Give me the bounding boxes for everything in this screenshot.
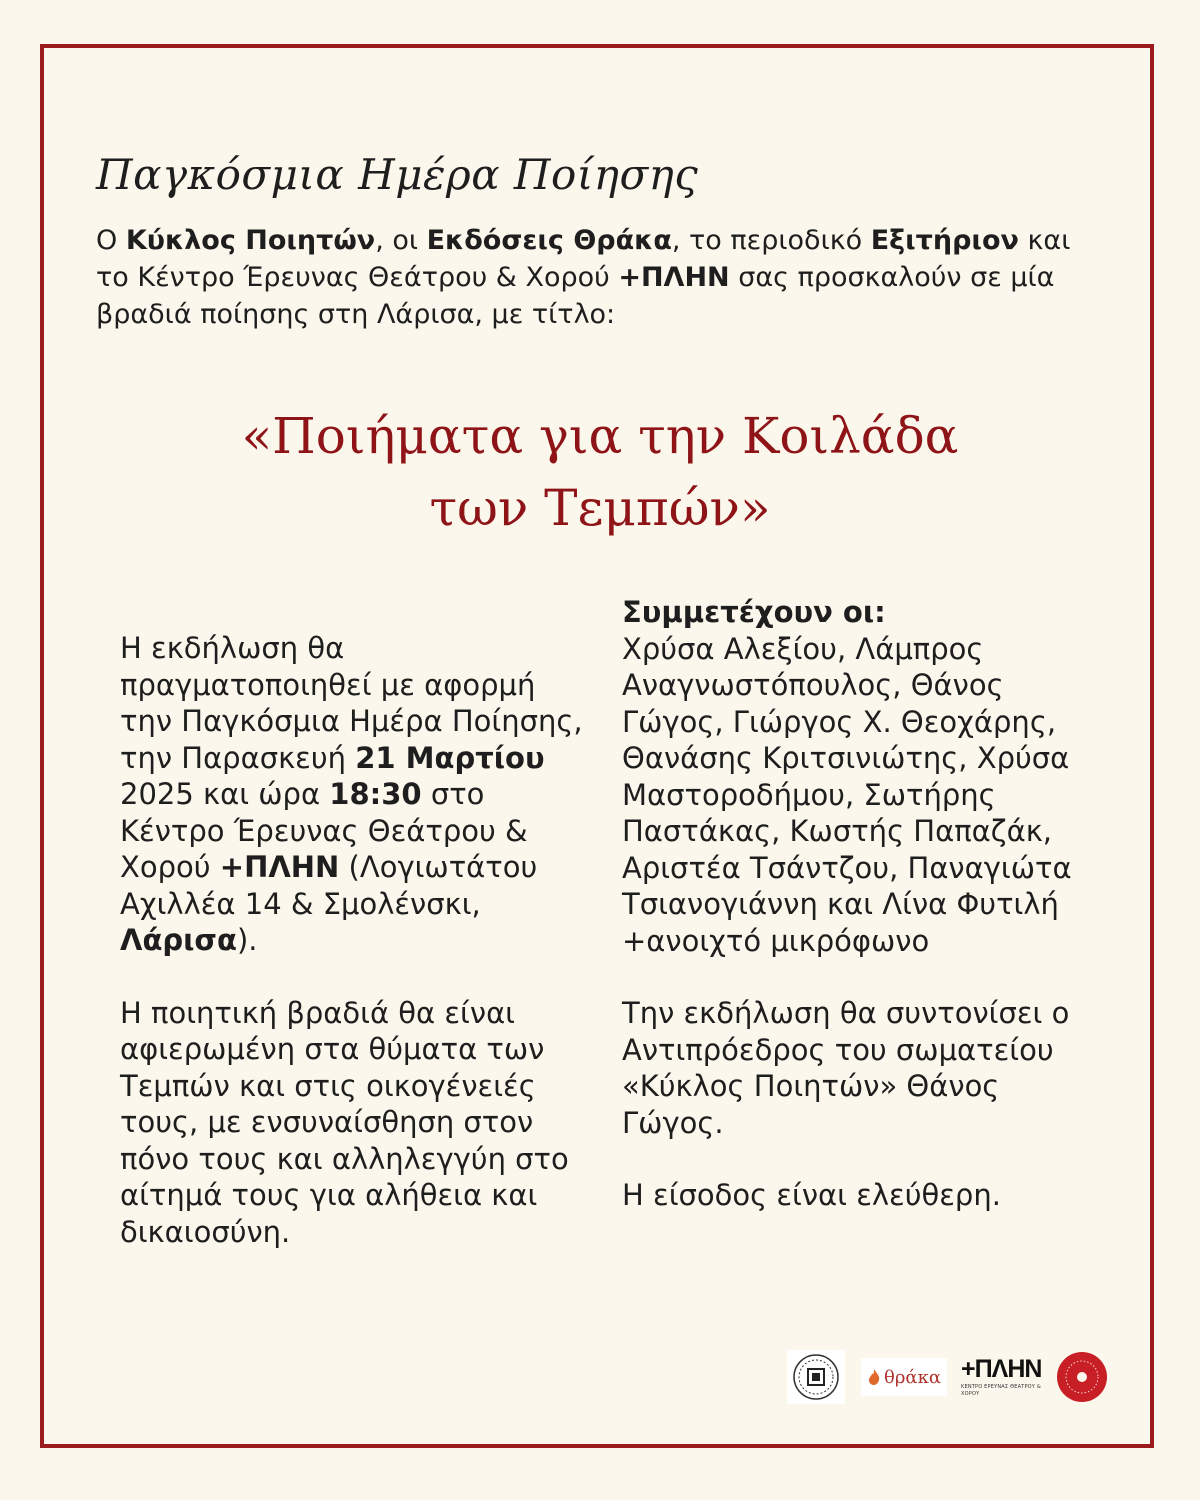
- event-venue: +ΠΛΗΝ: [219, 850, 340, 884]
- participants-column: [622, 594, 1102, 1214]
- open-mic-note: +ανοιχτό μικρόφωνο: [622, 923, 930, 958]
- moderator-text: Την εκδήλωση θα συντονίσει ο Αντιπρόεδρος του σωματείου «Κύκλος Ποιητών» Θάνος Γώγος.: [622, 996, 1070, 1140]
- event-title-line1: «Ποιήματα για την Κοιλάδα: [241, 407, 959, 465]
- intro-text: , το περιοδικό: [671, 225, 871, 256]
- org-plin: +ΠΛΗΝ: [618, 262, 730, 293]
- intro-text: και το Κέντρο Έρευνας Θεάτρου & Χορού: [96, 225, 1071, 293]
- thraka-logo: [861, 1358, 947, 1396]
- org-kyklos-poiiton: Κύκλος Ποιητών: [125, 225, 376, 256]
- circle-emblem-icon: [1062, 1357, 1102, 1397]
- event-time: 18:30: [329, 777, 422, 811]
- seal-emblem-icon: [791, 1352, 841, 1402]
- event-details: [120, 630, 590, 959]
- participants-heading: Συμμετέχουν οι:: [622, 595, 886, 629]
- details-column: [120, 630, 590, 1250]
- details-text: Η εκδήλωση θα πραγματοποιηθεί με αφορμή την Παγκόσμια Ημέρα Ποίησης, την Παρασκευή: [120, 631, 583, 775]
- participants-list: Χρύσα Αλεξίου, Λάμπρος Αναγνωστόπουλος, Θάνος Γώγος, Γιώργος Χ. Θεοχάρης, Θανάσης Κριτσινιώτης, Χρύσα Μαστοροδήμου, Σωτήρης Παστάκας, Κωστής Παπαζάκ, Αριστέα Τσάντζου, Παναγιώτα Τσιανογιάννη και Λίνα Φυτιλή: [622, 631, 1072, 921]
- event-title-line2: των Τεμπών»: [429, 479, 771, 537]
- sponsor-logos: [787, 1350, 1107, 1406]
- entry-note: Η είσοδος είναι ελεύθερη.: [622, 1178, 1001, 1212]
- intro-text: σας προσκαλούν σε μία βραδιά ποίησης στη Λάρισα, με τίτλο:: [96, 262, 1055, 330]
- plin-logo-subtitle: ΚΕΝΤΡΟ ΕΡΕΥΝΑΣ ΘΕΑΤΡΟΥ & ΧΟΡΟΥ: [961, 1384, 1041, 1397]
- exitirion-circle-logo: [1057, 1352, 1107, 1402]
- plin-logo: [961, 1354, 1053, 1400]
- dedication-text: Η ποιητική βραδιά θα είναι αφιερωμένη στα θύματα των Τεμπών και στις οικογένειές τους, με ενσυναίσθηση στον πόνο τους και αλληλεγγύη στο αίτημά τους για αλήθεια και δικαιοσύνη.: [120, 995, 569, 1249]
- intro-text: Ο: [96, 225, 126, 256]
- event-city: Λάρισα: [120, 923, 237, 957]
- org-ekdoseis-thraka: Εκδόσεις Θράκα: [426, 225, 672, 256]
- org-exitirion: Εξιτήριον: [870, 225, 1019, 256]
- details-text: (Λογιωτάτου Αχιλλέα 14 & Σμολένσκι,: [120, 850, 538, 921]
- event-date: 21 Μαρτίου: [355, 740, 545, 775]
- event-label: Παγκόσμια Ημέρα Ποίησης: [96, 150, 699, 199]
- plin-logo-text: +ΠΛΗΝ: [961, 1355, 1042, 1383]
- intro-paragraph: [96, 222, 1106, 333]
- kyklos-poiiton-seal-logo: [787, 1350, 845, 1404]
- event-title: [100, 400, 1100, 544]
- thraka-logo-text: θράκα: [884, 1366, 941, 1388]
- details-text: 2025 και ώρα: [120, 777, 330, 811]
- flame-icon: [867, 1368, 881, 1386]
- details-text: ).: [236, 923, 258, 957]
- details-text: στο Κέντρο Έρευνας Θεάτρου & Χορού: [120, 777, 528, 884]
- intro-text: , οι: [375, 225, 427, 256]
